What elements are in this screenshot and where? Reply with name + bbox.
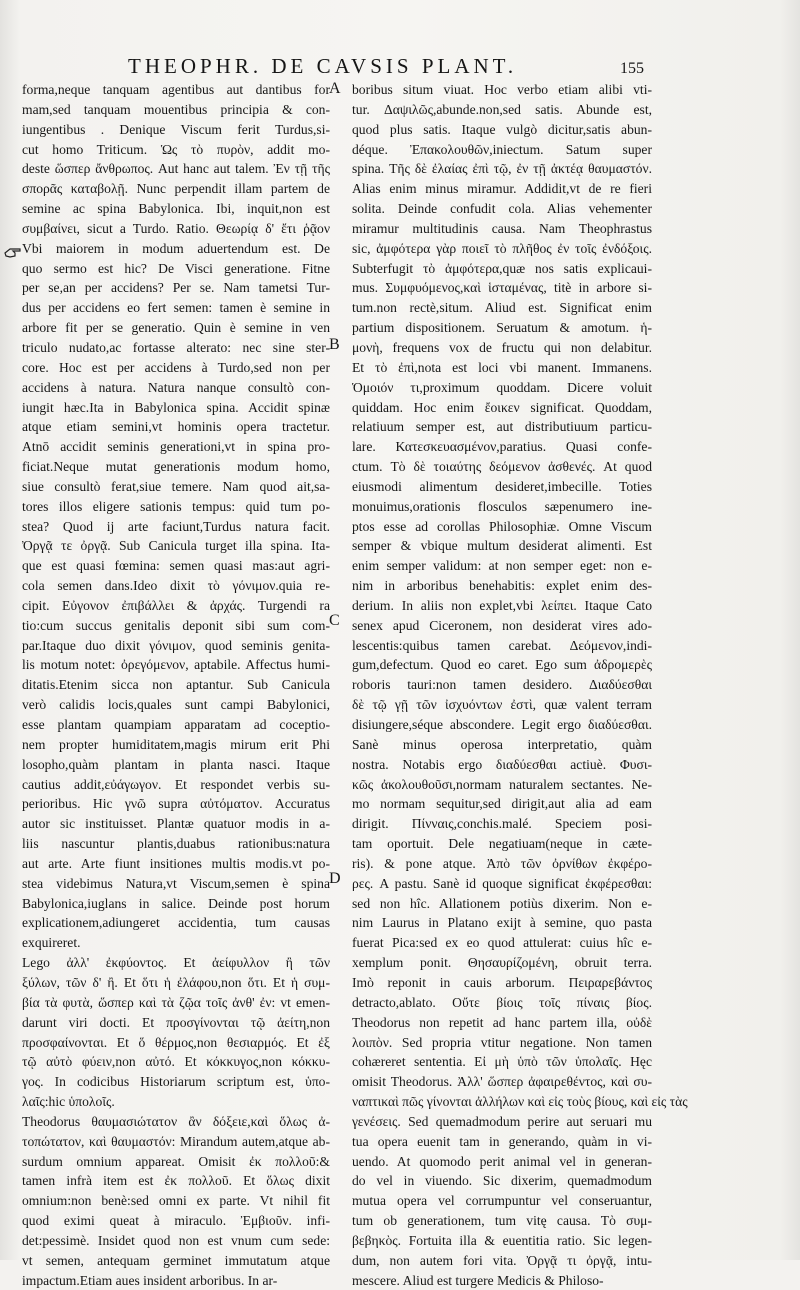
text-line: δὲ τῷ γῇ τῶν ἰσχυόντων ἐστὶ, quæ valent terram <box>352 697 652 713</box>
text-line: nostra. Notabis ergo διαδύεσθαι actiuè. Φυσι- <box>352 756 652 772</box>
text-line: quo sermo est hic? De Visci generatione. Fitne <box>22 260 330 276</box>
text-line: Sanè minus operosa interpretatio, quàm <box>352 736 652 752</box>
margin-marker-c: C <box>329 612 340 629</box>
text-line: cautius addit,εὐάγωγον. Et respondet verbis su- <box>22 776 330 792</box>
text-line: forma,neque tanquam agentibus aut dantibus for <box>22 82 330 97</box>
text-line: ficiat.Neque mutat generationis modum homo, <box>22 459 330 475</box>
text-line: explicationem,adiungeret accidentia, tum causas <box>22 915 330 931</box>
text-line: xemplum ponit. Θησαυρίζομένη, obruit terra. <box>352 955 652 971</box>
text-line: atque etiam semini,vt hominis opera tractetur. <box>22 419 330 435</box>
text-line: mo normam sequitur,sed dirigit,aut alia ad eam <box>352 796 652 812</box>
text-line: συμβαίνει, sicut a Turdo. Ratio. Θεωρίᾳ δ' ἔτι ῥᾷον <box>22 220 330 236</box>
text-line: omnium:non benè:sed omni ex parte. Vt nihil fit <box>22 1193 330 1209</box>
text-line: eiusmodi alimentum desideret,imbecille. Toties <box>352 478 652 494</box>
text-line: enim semper validum: at non semper eget: non e- <box>352 558 652 574</box>
text-line: iungit hæc.Ita in Babylonica spina. Accidit spinæ <box>22 399 330 415</box>
text-line: quiddam. Hoc enim ἔοικεν significat. Quoddam, <box>352 399 652 415</box>
text-line: dus per accidens eo fert semen: tamen è semine in <box>22 300 330 316</box>
text-line: tio:cum succus genitalis deponit sibi sum com- <box>22 617 330 633</box>
text-line: disiungere,séque abscondere. Legit ergo διαδύεσθαι. <box>352 717 652 732</box>
text-line: verò calidis locis,quales sunt campi Babylonici, <box>22 697 330 713</box>
text-line: monuimus,orationis flosculos sæpenumero ine- <box>352 498 652 514</box>
text-line: tamen infrà item est ἐκ πολλοῦ. Et ὅλως dixit <box>22 1173 330 1189</box>
text-line: sed non hîc. Allationem potiùs dixerim. Non e- <box>352 895 652 911</box>
text-line: uendo. At quomodo perit animal vel in generan- <box>352 1153 652 1169</box>
margin-marker-b: B <box>329 336 340 353</box>
text-line: mam,sed tanquam mouentibus principia & con- <box>22 101 330 117</box>
page-number: 155 <box>620 60 644 77</box>
text-line: τοπώτατον, καὶ θαυμαστόν: Mirandum autem,atque ab- <box>22 1133 330 1149</box>
text-line: detracto,ablato. Οὔτε βίοις τοῖς πίναις βίος. <box>352 994 652 1010</box>
text-line: triculo nudato,ac fortasse alterato: nec sine ster- <box>22 339 330 355</box>
text-line: γος. In codicibus Historiarum scriptum est, ὑπο- <box>22 1074 330 1090</box>
text-line: stea videbimus Natura,vt Viscum,semen è spina <box>22 875 330 891</box>
text-line: cut homo Triticum. Ὡς τὸ πυρὸν, addit mo- <box>22 141 330 157</box>
text-line: lare. Κατεσκευασμένον,paratius. Quasi confe- <box>352 439 652 455</box>
text-line: λοιπὸν. Sed propria vtitur negatione. Non tamen <box>352 1034 652 1050</box>
text-line: losopho,quàm plantam in planta nasci. Itaque <box>22 756 330 772</box>
right-text-column <box>352 80 688 1290</box>
text-line: quod plus satis. Itaque vulgò dicitur,satis abun- <box>352 121 652 137</box>
text-line: Et τὸ ἐπὶ,nota est loci vbi manent. Immanens. <box>352 359 652 375</box>
text-line: core. Hoc est per accidens à Turdo,sed non per <box>22 359 330 375</box>
text-line: spina. Τῆς δὲ ἐλαίας ἐπὶ τῷ, ἐν τῇ ἀκτέᾳ θαυμαστόν. <box>352 161 652 177</box>
text-line: tur. Δαψιλῶς,abunde.non,sed satis. Abunde est, <box>352 101 652 117</box>
text-line: nem propter humiditatem,magis mirum erit Phi <box>22 736 330 752</box>
text-line: λαῖς:hic ὑπολοῖς. <box>22 1094 115 1110</box>
text-line: ναπτικαὶ πῶς γίνονται ἀλλήλων καὶ εἰς τοὺς βίους, καὶ εἰς τὰς <box>352 1094 688 1110</box>
text-line: boribus situm viuat. Hoc verbo etiam alibi vti- <box>352 82 652 97</box>
text-line: exquireret. <box>22 935 81 951</box>
text-line: dirigit. Πίνναις,conchis.malé. Speciem posi- <box>352 816 652 832</box>
text-line: ris). & pone atque. Ἀπὸ τῶν ὀρνίθων ἐκφέρο- <box>352 855 652 871</box>
text-line: omisit Theodorus. Ἀλλ' ὥσπερ ἀφαιρεθέντος, καὶ συ- <box>352 1074 652 1090</box>
text-line: dum, non autem fori vita. Ὀργᾷ τι ὀργᾷ, intu- <box>352 1252 652 1268</box>
text-line: cohæreret sententia. Εἰ μὴ ὑπὸ τῶν ὑπολαῖς. Hęc <box>352 1054 652 1070</box>
text-line: sic, ἀμφότερα γὰρ ποιεῖ τὸ πλῆθος ἐν τοῖς ἐνδόξοις. <box>352 240 652 256</box>
text-line: det:pessimè. Insidet quod non est vnum cum sede: <box>22 1232 330 1248</box>
text-line: γενέσεις. Sed quemadmodum perire aut seruari mu <box>352 1113 652 1129</box>
text-line: miramur multitudinis causa. Nam Theophrastus <box>352 220 652 236</box>
text-line: cola semen dans.Ideo dixit τὸ γόνιμον.quia re- <box>22 578 330 594</box>
text-line: solita. Deinde confudit cola. Alias vehementer <box>352 201 652 217</box>
margin-marker-a: A <box>329 80 341 97</box>
text-line: lis motum notet: ὀρεγόμενον, aptabile. Affectus humi- <box>22 657 330 673</box>
text-line: tua opera euenit tam in generando, quàm in vi- <box>352 1133 652 1149</box>
text-line: βεβηκὸς. Fortuita illa & euentitia ratio. Sic legen- <box>352 1232 652 1248</box>
text-line: μονὴ, frequens vox de fructu qui non delabitur. <box>352 339 652 355</box>
text-line: iungentibus . Denique Viscum ferit Turdus,si- <box>22 121 330 137</box>
text-line: lescentis:quibus tamen carebat. Δεόμενον,indi- <box>352 637 652 653</box>
text-line: Alias enim minus miramur. Addidit,vt de re fieri <box>352 181 652 197</box>
text-line: ρες. A pastu. Sanè id quoque significat ἐκφέρεσθαι: <box>352 875 652 891</box>
text-line: impactum.Etiam aues insident arboribus. In ar- <box>22 1272 278 1288</box>
text-line: darunt viri docti. Et προσγίνονται τῷ ἀείτη,non <box>22 1014 330 1030</box>
text-line: ctum. Τὸ δὲ τοιαύτης δεόμενον ἀσθενές. At quod <box>352 459 652 475</box>
text-line: mus. Συμφυόμενος,καὶ ἱσταμένας, titè in arbore si- <box>352 280 652 296</box>
text-line: liis nascuntur plantis,duabus rationibus:natura <box>22 836 330 852</box>
text-line: roboris tauri:non tamen desidero. Διαδύεσθαι <box>352 677 652 693</box>
text-line: esse plantam quampiam apparatam ad coceptio- <box>22 717 330 732</box>
text-line: surdum omnium appareat. Omisit ἐκ πολλοῦ:& <box>22 1153 330 1169</box>
text-line: semine ac spina Babylonica. Ibi, inquit,non est <box>22 201 330 217</box>
text-line: semper & vbique multum desiderat alimenti. Est <box>352 538 652 554</box>
text-line: σπορᾶς καταβολῇ. Nunc perpendit illam partem de <box>22 181 330 197</box>
text-line: Ὁμοιόν τι,proximum quoddam. Dicere voluit <box>352 379 652 395</box>
text-line: accidens à natura. Natura nanque consultò con- <box>22 379 330 395</box>
text-line: Subterfugit τὸ ἀμφότερα,quæ nos satis explicaui- <box>352 260 652 276</box>
text-line: per se,an per accidens? Per se. Nam tametsi Tur- <box>22 280 330 296</box>
text-line: deste ὥσπερ ἄνθρωπος. Aut hanc aut talem. Ἐν τῇ τῆς <box>22 161 330 177</box>
text-line: προσφαίνονται. Et ὅ θέρμος,non θεσιαρμός. Et ἐξ <box>22 1034 330 1050</box>
text-line: τῷ αὐτὸ φύειν,non αὐτό. Et κόκκυγος,non κόκκυ- <box>22 1054 330 1070</box>
text-line: perioribus. Hic γνῶ supra αὐτόματον. Accuratus <box>22 796 330 812</box>
text-line: Theodorus θαυμασιώτατον ἂν δόξειε,καὶ ὅλως ἀ- <box>22 1113 330 1129</box>
text-line: ptos esse ad corollas Philosophiæ. Omne Viscum <box>352 518 652 534</box>
text-line: Theodorus non repetit ad hanc partem illa, οὐδὲ <box>352 1014 652 1030</box>
text-line: partium dispositionem. Seruatum & amotum. ἡ- <box>352 320 652 336</box>
text-line: cipit. Εὐγονον ἐπιβάλλει & ἀρχάς. Turgendi ra <box>22 597 330 613</box>
running-title: THEOPHR. DE CAVSIS PLANT. <box>128 54 518 78</box>
text-line: do vel in viuendo. Sic dixerim, quemadmodum <box>352 1173 652 1189</box>
text-line: tum ob generationem, tum vitę causa. Τὸ συμ- <box>352 1213 652 1229</box>
text-line: par.Itaque duo dixit γόνιμον, quod seminis genita- <box>22 637 330 653</box>
text-line: βία τὰ φυτὰ, ὥσπερ καὶ τὰ ζῷα τοῖς ἀνθ' ἐν: vt emen- <box>22 994 330 1010</box>
text-line: nim Laurus in Platano exijt à semine, quo pasta <box>352 915 652 931</box>
text-line: relatiuum semper est, aut distributiuum particu- <box>352 419 652 435</box>
text-line: siue consultò ferat,siue temere. Nam quod ait,sa- <box>22 478 330 494</box>
text-line: tum.non rectè,situm. Aliud est. Significat enim <box>352 300 652 316</box>
text-line: déque. Ἐπακολουθῶν,iniectum. Satum super <box>352 141 652 157</box>
text-line: gum,defectum. Quod eo caret. Ego sum ἀδρομερὲς <box>352 657 652 673</box>
text-line: nim in arboribus benehabitis: explet enim des- <box>352 578 652 594</box>
text-line: ξύλων, τῶν δ' ἢ. Et ὅτι ἡ ἐλάφου,non ὅτι. Et ἡ συμ- <box>22 974 330 990</box>
text-line: Vbi maiorem in modum aduertendum est. De <box>22 240 330 256</box>
text-line: que est quasi fœmina: semen quasi mas:aut agri- <box>22 558 330 574</box>
pointing-hand-icon <box>4 244 22 260</box>
text-line: Lego ἀλλ' ἐκφύοντος. Et ἀείφυλλον ἢ τῶν <box>22 955 330 971</box>
text-line: tam oportuit. Dele negatiuam(neque in cæte- <box>352 836 652 852</box>
text-line: autor sic instituisset. Plantæ quatuor modis in a- <box>22 816 330 832</box>
text-line: vt semen, antequam germinet immutatum atque <box>22 1252 330 1268</box>
text-line: aut arte. Arte fiunt insitiones multis modis.vt po- <box>22 855 330 871</box>
text-line: stea? Quod ij arte faciunt,Turdus natura facit. <box>22 518 330 534</box>
text-line: κῶς ἀκολουθοῦσι,normam naturalem sectantes. Ne- <box>352 776 652 792</box>
text-line: ditatis.Etenim sicca non aptantur. Sub Canicula <box>22 677 330 693</box>
text-line: Ὀργᾷ τε ὀργᾷ. Sub Canicula turget illa spina. Ita- <box>22 538 330 554</box>
text-line: Imò reponit in cauis arborum. Πειραρεβάντος <box>352 974 652 990</box>
text-line: derium. In aliis non explet,vbi λείπει. Itaque Cato <box>352 597 652 613</box>
text-line: arbore fit per se generatio. Quin è semine in ven <box>22 320 330 336</box>
text-line: mutua opera vel corrumpuntur vel conseruantur, <box>352 1193 652 1209</box>
text-line: senex apud Ciceronem, non desiderat vires ado- <box>352 617 652 633</box>
left-text-column <box>22 80 330 1290</box>
text-line: Atnō accidit seminis generationi,vt in spina pro- <box>22 439 330 455</box>
text-line: tores illos eligere sationis tempus: quid tum po- <box>22 498 330 514</box>
text-line: quod eximi queat à miraculo. Ἐμβιοῦν. infi- <box>22 1213 330 1229</box>
text-line: Babylonica,iuglans in salice. Deinde post horum <box>22 895 330 911</box>
text-line: mescere. Aliud est turgere Medicis & Philoso- <box>352 1272 604 1288</box>
text-line: fuerat Pica:sed ex eo quod attulerat: cuius hîc e- <box>352 935 652 951</box>
margin-marker-d: D <box>329 870 341 887</box>
